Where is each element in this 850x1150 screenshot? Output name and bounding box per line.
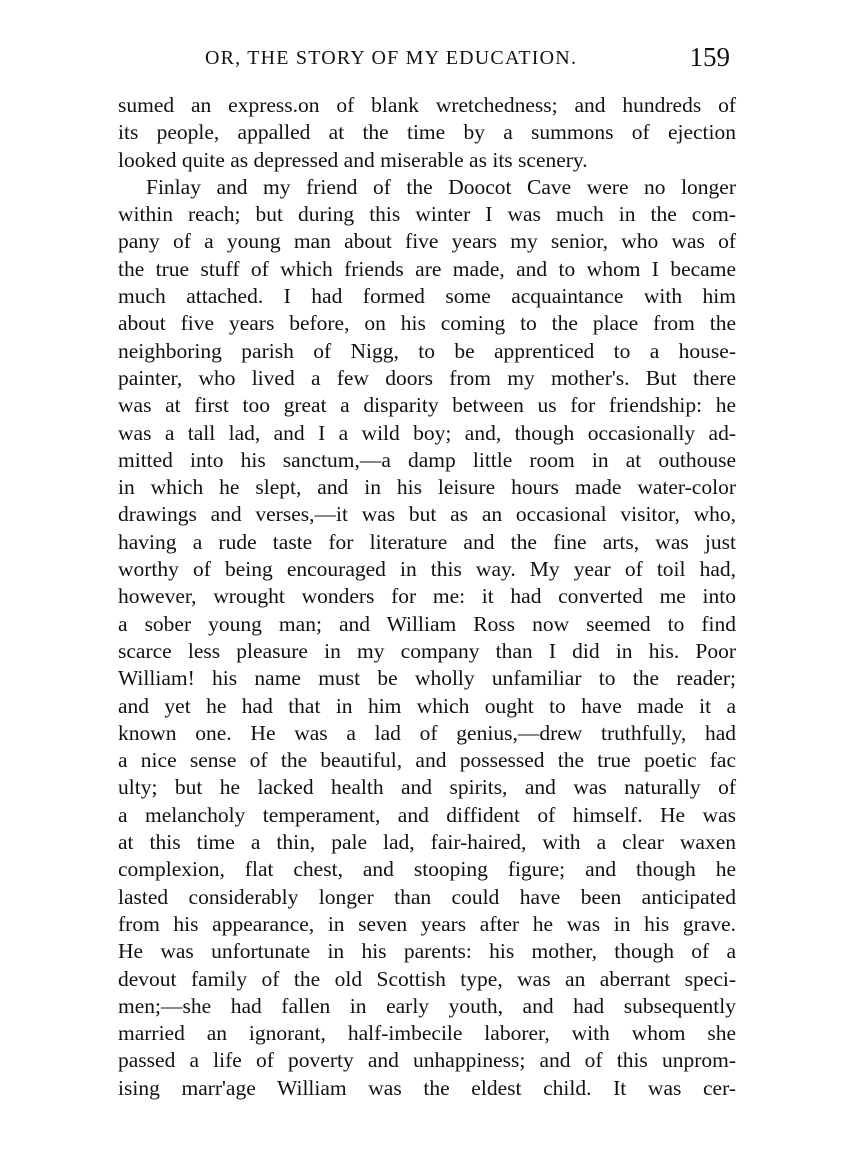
text-line: sumed an express.on of blank wretchedness; and hundreds of — [118, 93, 736, 117]
text-line: scarce less pleasure in my company than I did in his. Poor — [118, 638, 736, 663]
page-number: 159 — [689, 42, 730, 72]
text-line: the true stuff of which friends are made, and to whom I became — [118, 256, 736, 281]
text-line: ising marr'age William was the eldest child. It was cer- — [118, 1075, 736, 1100]
text-line: William! his name must be wholly unfamiliar to the reader; — [118, 666, 736, 691]
text-line: married an ignorant, half-imbecile laborer, with whom she — [118, 1021, 736, 1046]
text-line: was a tall lad, and I a wild boy; and, though occasionally ad- — [118, 420, 736, 445]
text-line: pany of a young man about five years my senior, who was of — [118, 229, 736, 254]
text-line: and yet he had that in him which ought to have made it a — [118, 693, 736, 718]
text-line: mitted into his sanctum,—a damp little room in at outhouse — [118, 447, 736, 472]
text-line: a sober young man; and William Ross now seemed to find — [118, 611, 736, 636]
running-title: OR, THE STORY OF MY EDUCATION. — [205, 47, 578, 69]
text-line: at this time a thin, pale lad, fair-haired, with a clear waxen — [118, 830, 736, 855]
body-text — [118, 92, 736, 1102]
text-line: lasted considerably longer than could have been anticipated — [118, 884, 736, 909]
text-line: its people, appalled at the time by a summons of ejection — [118, 120, 736, 145]
text-line: worthy of being encouraged in this way. My year of toil had, — [118, 557, 736, 582]
text-line: was at first too great a disparity between us for friendship: he — [118, 393, 736, 418]
text-line: a melancholy temperament, and diffident of himself. He was — [118, 802, 736, 827]
text-line: devout family of the old Scottish type, was an aberrant speci- — [118, 966, 736, 991]
text-line: known one. He was a lad of genius,—drew truthfully, had — [118, 720, 736, 745]
text-line: complexion, flat chest, and stooping figure; and though he — [118, 857, 736, 882]
text-line: within reach; but during this winter I was much in the com- — [118, 202, 736, 227]
text-line: in which he slept, and in his leisure hours made water-color — [118, 475, 736, 500]
text-line: Finlay and my friend of the Doocot Cave were no longer — [146, 174, 736, 199]
text-line: a nice sense of the beautiful, and possessed the true poetic fac — [118, 748, 736, 773]
text-line: neighboring parish of Nigg, to be apprenticed to a house- — [118, 338, 736, 363]
running-head — [190, 42, 740, 76]
text-line: looked quite as depressed and miserable as its scenery. — [118, 147, 588, 172]
text-line: ulty; but he lacked health and spirits, and was naturally of — [118, 775, 736, 800]
text-line: He was unfortunate in his parents: his mother, though of a — [118, 939, 736, 964]
text-line: having a rude taste for literature and the fine arts, was just — [118, 529, 736, 554]
text-line: however, wrought wonders for me: it had converted me into — [118, 584, 736, 609]
text-line: drawings and verses,—it was but as an occasional visitor, who, — [118, 502, 736, 527]
text-line: about five years before, on his coming to the place from the — [118, 311, 736, 336]
text-line: men;—she had fallen in early youth, and had subsequently — [118, 993, 736, 1018]
text-line: painter, who lived a few doors from my mother's. But there — [118, 365, 736, 390]
text-line: much attached. I had formed some acquaintance with him — [118, 284, 736, 309]
text-line: from his appearance, in seven years after he was in his grave. — [118, 911, 736, 936]
text-line: passed a life of poverty and unhappiness; and of this unprom- — [118, 1048, 736, 1073]
